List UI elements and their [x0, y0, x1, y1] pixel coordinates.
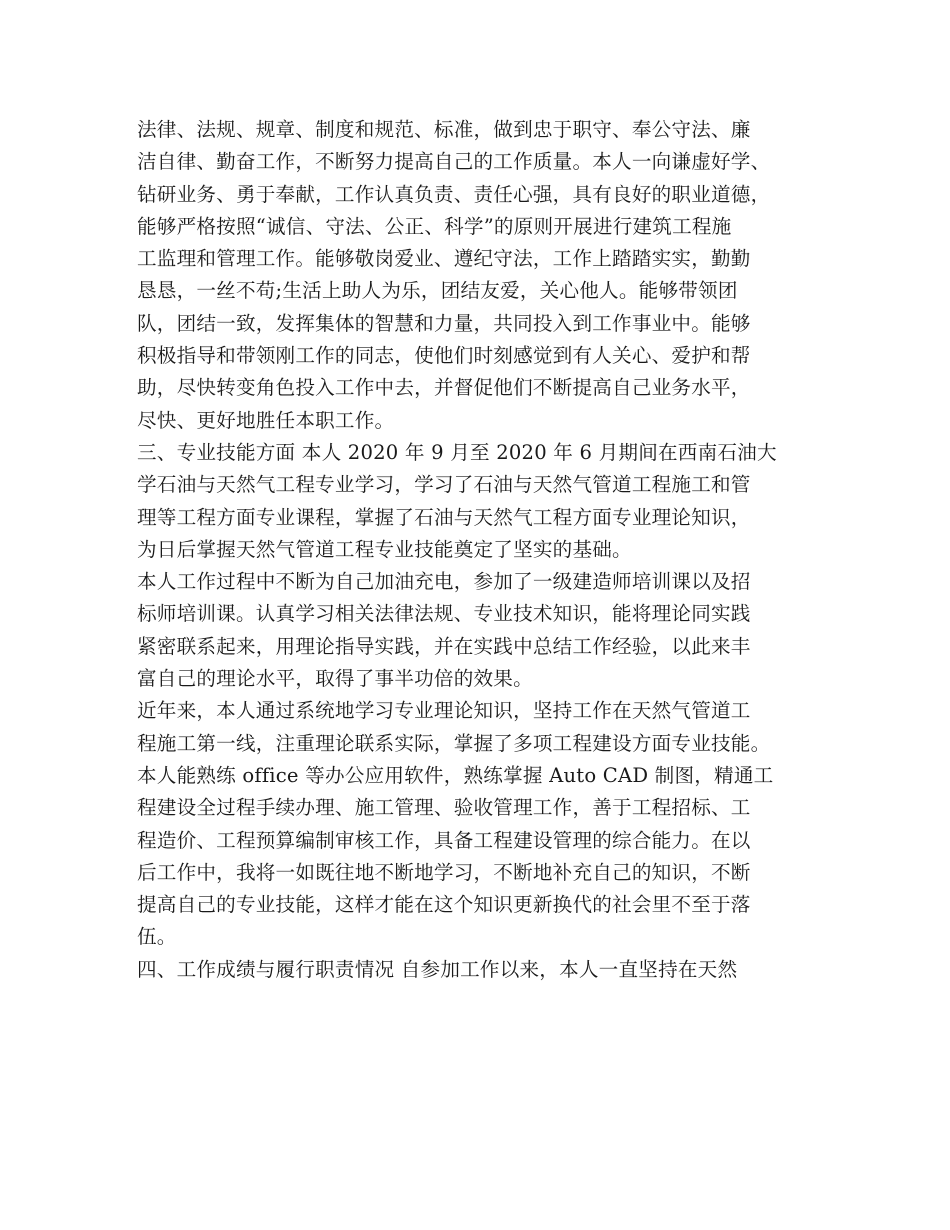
body-text [137, 114, 837, 986]
text-line: 本人工作过程中不断为自己加油充电，参加了一级建造师培训课以及招 [137, 570, 751, 594]
text-line: 程施工第一线，注重理论联系实际，掌握了多项工程建设方面专业技能。 [137, 731, 771, 755]
text-line: 近年来，本人通过系统地学习专业理论知识，坚持工作在天然气管道工 [137, 699, 751, 723]
text-line: 紧密联系起来，用理论指导实践，并在实践中总结工作经验，以此来丰 [137, 634, 751, 658]
text-line: 学石油与天然气工程专业学习，学习了石油与天然气管道工程施工和管 [137, 473, 751, 497]
text-line: 工监理和管理工作。能够敬岗爱业、遵纪守法，工作上踏踏实实，勤勤 [137, 247, 751, 271]
section-heading-line: 三、专业技能方面 本人 2020 年 9 月至 2020 年 6 月期间在西南石油大 [137, 440, 777, 464]
text-line: 提高自己的专业技能，这样才能在这个知识更新换代的社会里不至于落 [137, 893, 751, 917]
text-line: 程造价、工程预算编制审核工作，具备工程建设管理的综合能力。在以 [137, 828, 751, 852]
text-line: 理等工程方面专业课程，掌握了石油与天然气工程方面专业理论知识， [137, 505, 751, 529]
text-line: 钻研业务、勇于奉献，工作认真负责、责任心强，具有良好的职业道德， [137, 182, 771, 206]
text-line: 法律、法规、规章、制度和规范、标准，做到忠于职守、奉公守法、廉 [137, 118, 751, 141]
text-line: 为日后掌握天然气管道工程专业技能奠定了坚实的基础。 [137, 537, 632, 561]
text-line: 队，团结一致，发挥集体的智慧和力量，共同投入到工作事业中。能够 [137, 311, 751, 335]
text-line: 能够严格按照“诚信、守法、公正、科学”的原则开展进行建筑工程施 [137, 214, 732, 238]
text-line: 伍。 [137, 925, 177, 949]
text-line: 富自己的理论水平，取得了事半功倍的效果。 [137, 667, 533, 691]
section-heading-line: 四、工作成绩与履行职责情况 自参加工作以来，本人一直坚持在天然 [137, 957, 738, 981]
text-line: 助，尽快转变角色投入工作中去，并督促他们不断提高自己业务水平， [137, 376, 751, 400]
text-line: 洁自律、勤奋工作，不断努力提高自己的工作质量。本人一向谦虚好学、 [137, 150, 771, 174]
text-line: 后工作中，我将一如既往地不断地学习，不断地补充自己的知识，不断 [137, 860, 751, 884]
text-line: 本人能熟练 office 等办公应用软件，熟练掌握 Auto CAD 制图，精通工 [137, 763, 774, 787]
text-line: 尽快、更好地胜任本职工作。 [137, 408, 395, 432]
text-line: 标师培训课。认真学习相关法律法规、专业技术知识，能将理论同实践 [137, 602, 751, 626]
text-line: 恳恳，一丝不苟;生活上助人为乐，团结友爱，关心他人。能够带领团 [137, 279, 738, 303]
text-line: 积极指导和带领刚工作的同志，使他们时刻感觉到有人关心、爱护和帮 [137, 344, 751, 368]
text-line: 程建设全过程手续办理、施工管理、验收管理工作，善于工程招标、工 [137, 796, 751, 820]
